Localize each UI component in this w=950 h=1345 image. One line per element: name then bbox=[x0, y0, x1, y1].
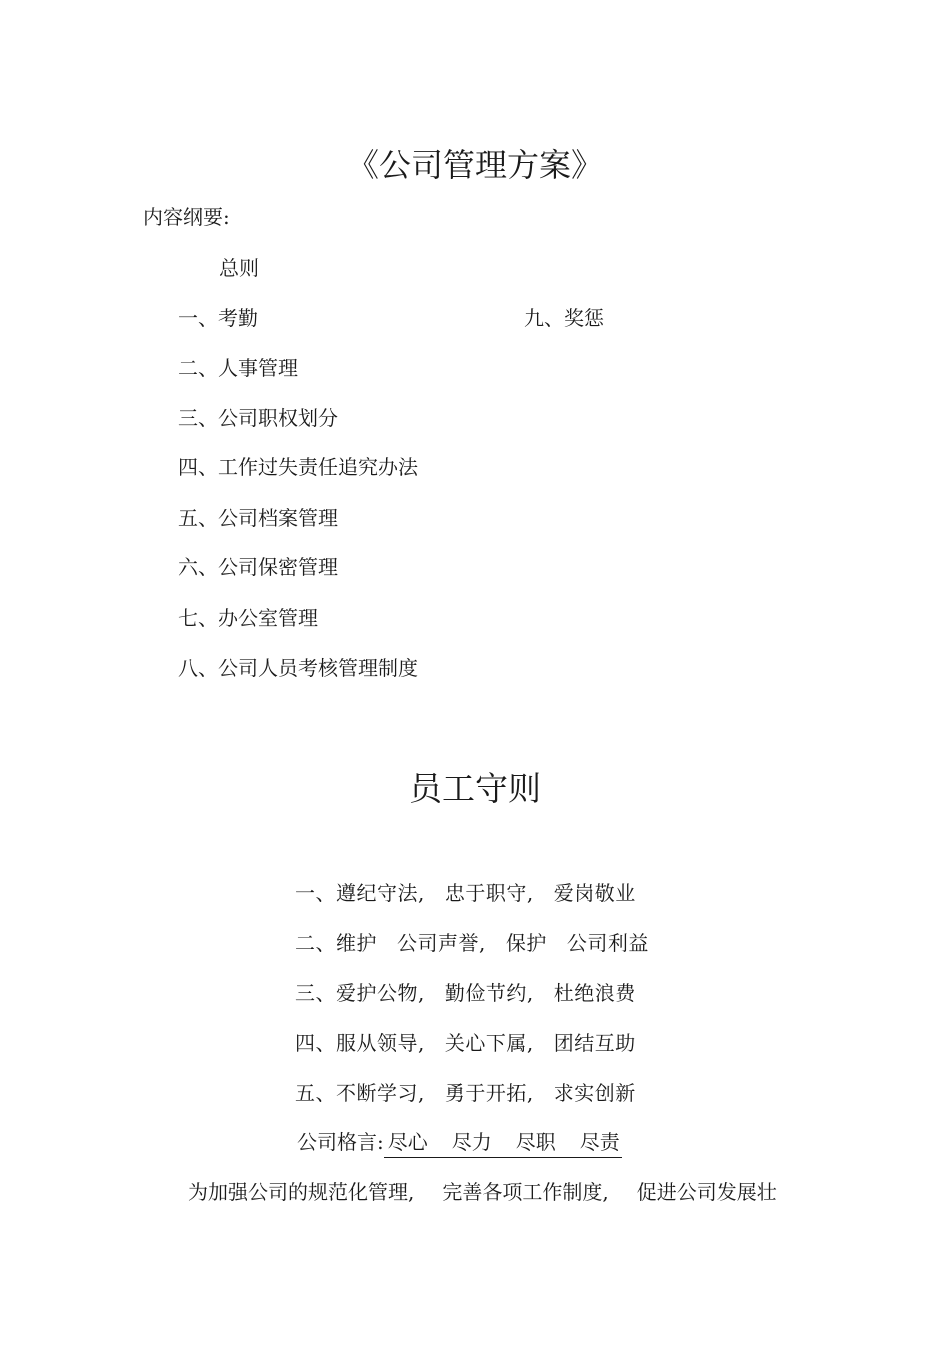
intro-part: 为加强公司的规范化管理, bbox=[188, 1180, 415, 1204]
rule-part: 公司声誉, bbox=[397, 931, 486, 955]
toc-item: 五、公司档案管理 bbox=[178, 506, 338, 530]
rule-line bbox=[295, 929, 649, 957]
rule-line bbox=[295, 1029, 636, 1057]
rule-part: 忠于职守, bbox=[444, 881, 534, 905]
toc-item: 七、办公室管理 bbox=[178, 606, 318, 630]
toc-general: 总则 bbox=[219, 256, 259, 280]
toc-item: 四、工作过失责任追究办法 bbox=[178, 455, 418, 479]
toc-item: 二、人事管理 bbox=[178, 356, 298, 380]
rule-part: 五、不断学习, bbox=[295, 1081, 425, 1105]
intro-paragraph bbox=[188, 1178, 777, 1206]
intro-part: 促进公司发展壮 bbox=[636, 1180, 777, 1204]
motto-words bbox=[384, 1128, 622, 1158]
motto-label: 公司格言: bbox=[297, 1130, 384, 1154]
toc-item: 一、考勤 bbox=[178, 306, 258, 330]
rule-part: 四、服从领导, bbox=[295, 1031, 425, 1055]
rule-part: 勇于开拓, bbox=[444, 1081, 534, 1105]
document-title: 《公司管理方案》 bbox=[346, 146, 603, 184]
toc-item-right: 九、奖惩 bbox=[524, 306, 604, 330]
rule-line bbox=[295, 1079, 636, 1107]
motto-word: 尽心 bbox=[387, 1130, 428, 1154]
motto-word: 尽责 bbox=[579, 1130, 620, 1154]
outline-label: 内容纲要: bbox=[143, 205, 230, 229]
rule-part: 公司利益 bbox=[566, 931, 649, 955]
rule-part: 二、维护 bbox=[295, 931, 377, 955]
motto-word: 尽力 bbox=[451, 1130, 492, 1154]
rule-part: 保护 bbox=[505, 931, 547, 955]
toc-item: 六、公司保密管理 bbox=[178, 555, 338, 579]
company-motto bbox=[297, 1128, 622, 1158]
rule-line bbox=[295, 879, 636, 907]
rule-part: 杜绝浪费 bbox=[553, 981, 636, 1005]
toc-item: 八、公司人员考核管理制度 bbox=[178, 656, 418, 680]
motto-word: 尽职 bbox=[515, 1130, 556, 1154]
intro-part: 完善各项工作制度, bbox=[442, 1180, 609, 1204]
rule-part: 团结互助 bbox=[553, 1031, 636, 1055]
rule-part: 关心下属, bbox=[444, 1031, 534, 1055]
toc-item: 三、公司职权划分 bbox=[178, 406, 338, 430]
rule-part: 三、爱护公物, bbox=[295, 981, 425, 1005]
rule-line bbox=[295, 979, 636, 1007]
rule-part: 爱岗敬业 bbox=[553, 881, 636, 905]
rule-part: 一、遵纪守法, bbox=[295, 881, 425, 905]
rules-title: 员工守则 bbox=[409, 769, 541, 808]
rule-part: 勤俭节约, bbox=[444, 981, 534, 1005]
rule-part: 求实创新 bbox=[553, 1081, 636, 1105]
